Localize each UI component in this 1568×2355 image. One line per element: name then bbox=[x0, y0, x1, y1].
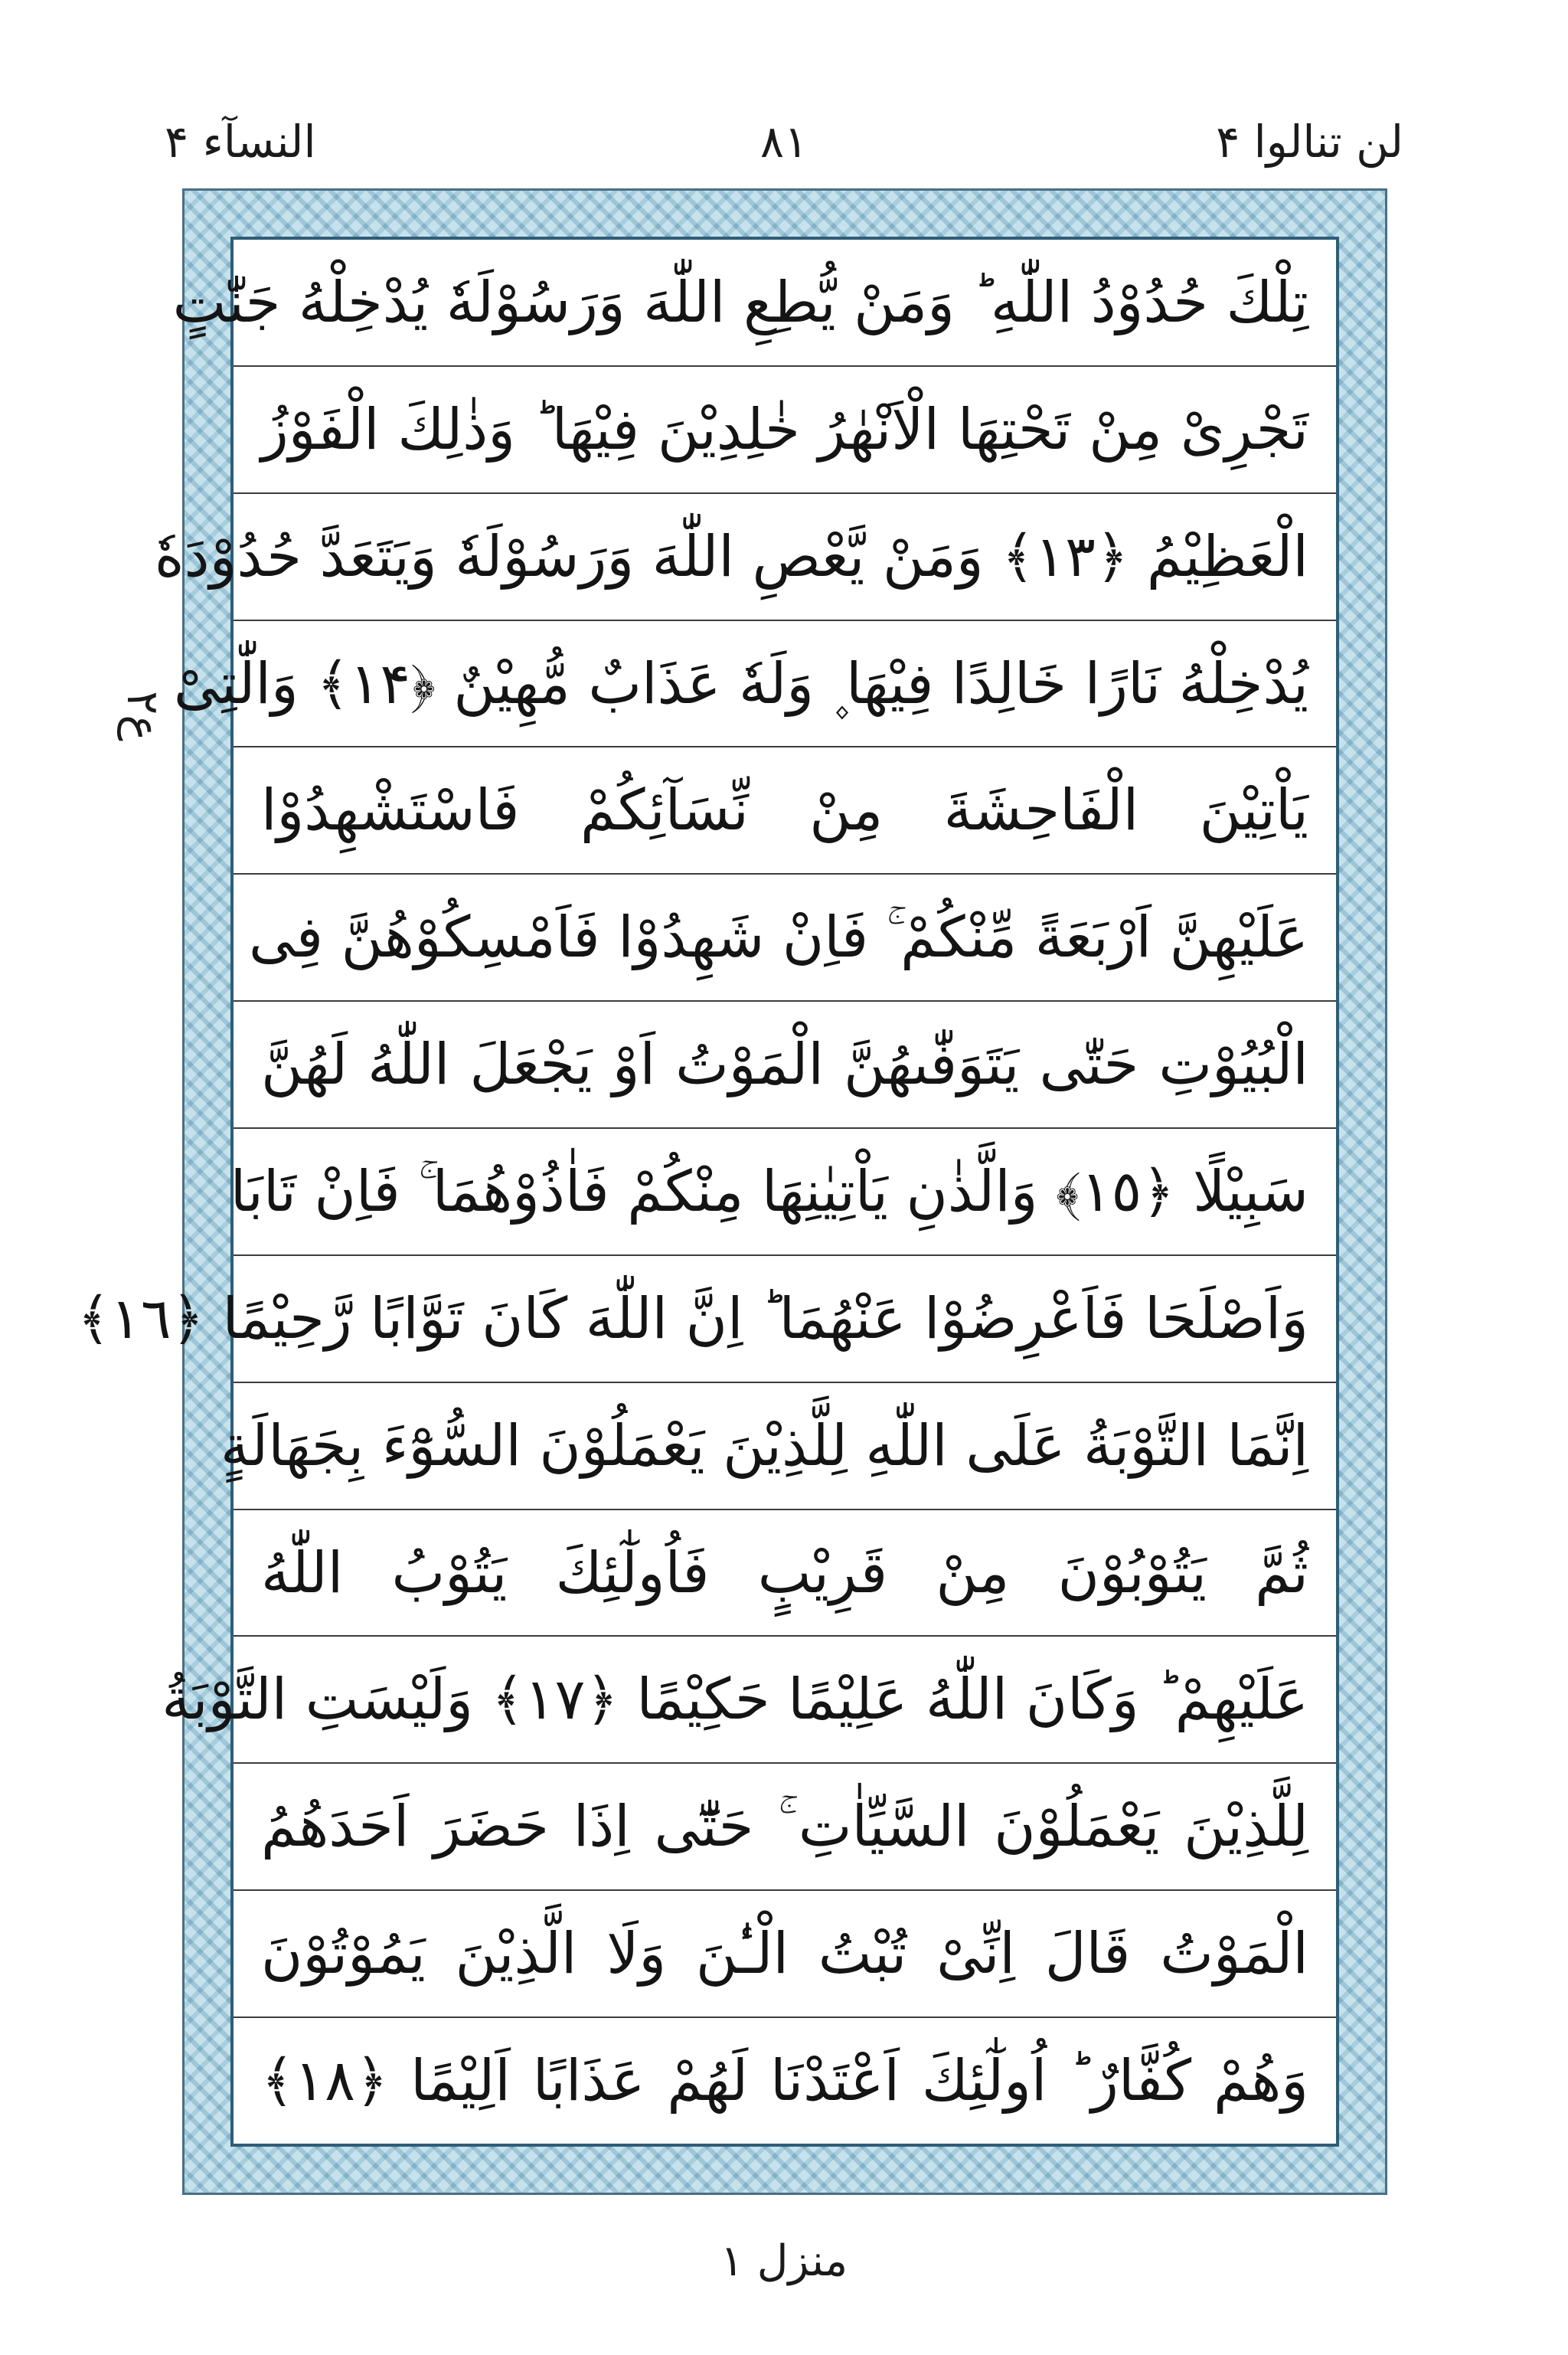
verse-line bbox=[172, 240, 1336, 367]
verse-line-text: لِلَّذِيْنَ يَعْمَلُوْنَ السَّيِّاٰتِ ۚ حَتّٰٓى اِذَا حَضَرَ اَحَدَهُمُ bbox=[261, 1794, 1308, 1860]
verse-line bbox=[234, 2018, 1336, 2144]
verse-line bbox=[234, 875, 1336, 1002]
juz-name: لن تنالوا ۴ bbox=[1216, 116, 1403, 168]
verse-line bbox=[234, 1891, 1336, 2018]
verse-line-text: يَاْتِيْنَ الْفَاحِشَةَ مِنْ نِّسَآئِكُمْ فَاسْتَشْهِدُوْا bbox=[261, 777, 1308, 844]
verse-line bbox=[234, 1002, 1336, 1129]
manzil-label: منزل ۱ bbox=[720, 2236, 848, 2286]
verse-line bbox=[230, 1129, 1336, 1256]
ruku-marker bbox=[109, 651, 178, 781]
verse-line bbox=[77, 1256, 1336, 1383]
verse-line bbox=[173, 621, 1336, 748]
verse-line bbox=[234, 1510, 1336, 1637]
verse-line-text: وَهُمْ كُفَّارٌ ؕ اُولٰٓئِكَ اَعْتَدْنَا لَهُمْ عَذَابًا اَلِيْمًا ﴿١٨﴾ bbox=[261, 2047, 1308, 2114]
verse-line-text: وَاَصْلَحَا فَاَعْرِضُوْا عَنْهُمَا ؕ اِنَّ اللّٰهَ كَانَ تَوَّابًا رَّحِيْمًا ﴿١٦﴾ bbox=[77, 1285, 1308, 1352]
verse-line-text: تَجْرِىْ مِنْ تَحْتِهَا الْاَنْهٰرُ خٰلِدِيْنَ فِيْهَا ؕ وَذٰلِكَ الْفَوْزُ bbox=[261, 396, 1308, 463]
verse-line bbox=[234, 747, 1336, 875]
verse-line-text: الْبُيُوْتِ حَتّٰى يَتَوَفّٰىهُنَّ الْمَوْتُ اَوْ يَجْعَلَ اللّٰهُ لَهُنَّ bbox=[261, 1032, 1308, 1098]
verse-line-text: عَلَيْهِمْ ؕ وَكَانَ اللّٰهُ عَلِيْمًا حَكِيْمًا ﴿١٧﴾ وَلَيْسَتِ التَّوْبَةُ bbox=[162, 1666, 1308, 1733]
verse-line bbox=[162, 1637, 1336, 1764]
verse-line-text: عَلَيْهِنَّ اَرْبَعَةً مِّنْكُمْ ۚ فَاِنْ شَهِدُوْا فَاَمْسِكُوْهُنَّ فِى bbox=[249, 904, 1308, 971]
verse-line-text: اِنَّمَا التَّوْبَةُ عَلَى اللّٰهِ لِلَّذِيْنَ يَعْمَلُوْنَ السُّوْٓءَ بِجَهَالَةٍ bbox=[220, 1412, 1308, 1479]
verse-line bbox=[234, 1764, 1336, 1891]
verse-line bbox=[234, 367, 1336, 494]
surah-name: النسآء ۴ bbox=[165, 116, 316, 168]
verse-line-text: تِلْكَ حُدُوْدُ اللّٰهِ ؕ وَمَنْ يُّطِعِ اللّٰهَ وَرَسُوْلَهٗ يُدْخِلْهُ جَنّٰتٍ bbox=[172, 269, 1308, 335]
verse-line-text: الْعَظِيْمُ ﴿١٣﴾ وَمَنْ يَّعْصِ اللّٰهَ وَرَسُوْلَهٗ وَيَتَعَدَّ حُدُوْدَهٗ bbox=[154, 523, 1308, 590]
verse-line-text: ثُمَّ يَتُوْبُوْنَ مِنْ قَرِيْبٍ فَاُولٰٓئِكَ يَتُوْبُ اللّٰهُ bbox=[261, 1539, 1308, 1606]
page-number: ٨١ bbox=[760, 116, 808, 168]
verse-line-text: سَبِيْلًا ﴿١٥﴾ وَالَّذٰنِ يَاْتِيٰنِهَا مِنْكُمْ فَاٰذُوْهُمَا ۚ فَاِنْ تَابَا bbox=[230, 1158, 1308, 1225]
verse-line bbox=[220, 1383, 1336, 1510]
verse-line-text: الْمَوْتُ قَالَ اِنِّىْ تُبْتُ الْـٰٔنَ وَلَا الَّذِيْنَ يَمُوْتُوْنَ bbox=[261, 1921, 1308, 1987]
ruku-marker-text: ع۲ bbox=[116, 691, 169, 741]
verse-line-text: يُدْخِلْهُ نَارًا خَالِدًا فِيْهَا ۪ وَلَهٗ عَذَابٌ مُّهِيْنٌ ﴿١۴﴾ وَالّٰتِىْ bbox=[173, 650, 1308, 717]
verse-line bbox=[154, 494, 1336, 621]
